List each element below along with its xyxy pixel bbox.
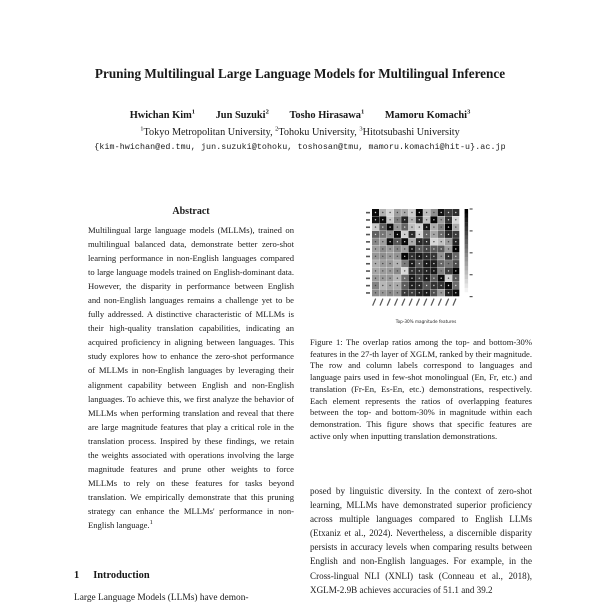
heatmap-row-label <box>366 226 370 228</box>
heatmap-cell-value <box>375 226 376 227</box>
heatmap-cell-value <box>441 292 442 293</box>
heatmap-cell-value <box>419 219 420 220</box>
heatmap-cell-value <box>455 285 456 286</box>
heatmap-cell-value <box>382 270 383 271</box>
heatmap-cell-value <box>382 234 383 235</box>
abstract-heading: Abstract <box>172 206 210 217</box>
heatmap-cell-value <box>426 234 427 235</box>
colorbar-segment <box>465 244 469 249</box>
affiliation-list: $^1$Tokyo Metropolitan University, $^2$Tohoku University, $^3$Hitotsubashi University <box>140 125 460 138</box>
heatmap-cell-value <box>441 212 442 213</box>
heatmap-cell-value <box>404 285 405 286</box>
colorbar-segment <box>465 257 469 262</box>
heatmap-cell-value <box>389 234 390 235</box>
colorbar-segment <box>465 222 469 227</box>
heatmap-cell-value <box>411 285 412 286</box>
heatmap-cell-value <box>375 256 376 257</box>
heatmap-cell-value <box>419 292 420 293</box>
author-emails: {kim-hwichan@ed.tmu, jun.suzuki@tohoku, toshosan@tmu, mamoru.komachi@hit-u}.ac.jp <box>94 143 506 152</box>
heatmap-cell-value <box>419 212 420 213</box>
heatmap-cell-value <box>448 234 449 235</box>
colorbar-segment <box>465 270 469 275</box>
colorbar-segment <box>465 213 469 218</box>
abstract-body <box>88 223 294 532</box>
heatmap-cell-value <box>397 226 398 227</box>
heatmap-cell-value <box>389 219 390 220</box>
heatmap-cell-value <box>404 278 405 279</box>
heatmap-cell-value <box>426 219 427 220</box>
heatmap-cell-value <box>397 285 398 286</box>
heatmap-cell-value <box>382 278 383 279</box>
heatmap-row-label <box>366 241 370 243</box>
heatmap-cell-value <box>411 270 412 271</box>
heatmap-cell-value <box>455 278 456 279</box>
heatmap-cell-value <box>433 285 434 286</box>
heatmap-cell-value <box>426 226 427 227</box>
colorbar-segment <box>465 240 469 245</box>
colorbar-segment <box>465 231 469 236</box>
heatmap-cell-value <box>448 285 449 286</box>
heatmap-cell-value <box>448 219 449 220</box>
heatmap-cell-value <box>455 270 456 271</box>
heatmap-cell-value <box>389 270 390 271</box>
heatmap-cell-value <box>389 256 390 257</box>
heatmap-cell-value <box>375 263 376 264</box>
heatmap-cell-value <box>441 234 442 235</box>
heatmap-cell-value <box>419 226 420 227</box>
heatmap-cell-value <box>455 212 456 213</box>
heatmap-cell-value <box>455 292 456 293</box>
heatmap-cell-value <box>389 278 390 279</box>
heatmap-cell-value <box>419 278 420 279</box>
heatmap-cell-value <box>441 278 442 279</box>
heatmap-cell-value <box>455 226 456 227</box>
heatmap-cell-value <box>375 278 376 279</box>
colorbar-segment <box>465 292 469 297</box>
heatmap-cell-value <box>448 212 449 213</box>
heatmap-cell-value <box>448 241 449 242</box>
heatmap-cell-value <box>375 270 376 271</box>
figure-heatmap <box>348 206 508 326</box>
author-name: Tosho Hirasawa$^1$ <box>289 108 365 121</box>
heatmap-cell-value <box>433 278 434 279</box>
heatmap-cell-value <box>375 241 376 242</box>
heatmap-cell-value <box>404 270 405 271</box>
heatmap-cell-value <box>455 241 456 242</box>
heatmap-cell-value <box>397 270 398 271</box>
heatmap-cell-value <box>397 292 398 293</box>
heatmap-cell-value <box>455 234 456 235</box>
heatmap-cell-value <box>426 263 427 264</box>
heatmap-x-axis-title: Top-30% magnitude features <box>395 319 457 324</box>
heatmap-cell-value <box>448 278 449 279</box>
heatmap-cell-value <box>426 212 427 213</box>
heatmap-cell-value <box>397 248 398 249</box>
heatmap-cell-value <box>426 292 427 293</box>
heatmap-cell-value <box>411 248 412 249</box>
heatmap-cell-value <box>433 263 434 264</box>
heatmap-cell-value <box>404 263 405 264</box>
heatmap-cell-value <box>404 234 405 235</box>
heatmap-cell-value <box>389 248 390 249</box>
heatmap-cell-value <box>448 226 449 227</box>
heatmap-row-label <box>366 248 370 250</box>
heatmap-row-label <box>366 263 370 265</box>
colorbar-segment <box>465 235 469 240</box>
heatmap-cell-value <box>382 226 383 227</box>
heatmap-cell-value <box>375 212 376 213</box>
heatmap-cell-value <box>441 219 442 220</box>
colorbar-tick <box>470 208 473 209</box>
heatmap-cell-value <box>411 212 412 213</box>
heatmap-cell-value <box>426 248 427 249</box>
heatmap-cell-value <box>397 256 398 257</box>
heatmap-cell-value <box>411 241 412 242</box>
heatmap-cell-value <box>397 212 398 213</box>
heatmap-cell-value <box>404 248 405 249</box>
heatmap-cell-value <box>419 263 420 264</box>
heatmap-cell-value <box>426 278 427 279</box>
heatmap-cell-value <box>433 212 434 213</box>
author-list <box>0 110 600 121</box>
heatmap-cell-value <box>404 212 405 213</box>
heatmap-row-label <box>366 256 370 258</box>
heatmap-cell-value <box>426 241 427 242</box>
heatmap-cell-value <box>397 263 398 264</box>
heatmap-cell-value <box>382 219 383 220</box>
heatmap-cell-value <box>441 285 442 286</box>
heatmap-row-label <box>366 292 370 294</box>
heatmap-cell-value <box>455 248 456 249</box>
heatmap-cell-value <box>404 241 405 242</box>
heatmap-cell-value <box>397 278 398 279</box>
heatmap-cell-value <box>433 219 434 220</box>
heatmap-cell-value <box>426 285 427 286</box>
heatmap-cell-value <box>455 256 456 257</box>
heatmap-cell-value <box>455 263 456 264</box>
heatmap-cell-value <box>419 241 420 242</box>
footnote-mark: 1 <box>149 519 153 527</box>
heatmap-cell-value <box>382 212 383 213</box>
heatmap-cell-value <box>419 256 420 257</box>
heatmap-cell-value <box>448 256 449 257</box>
colorbar-tick <box>470 252 473 253</box>
heatmap-cell-value <box>375 219 376 220</box>
heatmap-cell-value <box>448 263 449 264</box>
heatmap-cell-value <box>433 241 434 242</box>
heatmap-cell-value <box>426 270 427 271</box>
heatmap-cell-value <box>411 234 412 235</box>
heatmap-cell-value <box>419 285 420 286</box>
heatmap-cell-value <box>389 263 390 264</box>
heatmap-cell-value <box>441 226 442 227</box>
heatmap-cell-value <box>382 292 383 293</box>
heatmap-cell-value <box>404 292 405 293</box>
colorbar-segment <box>465 288 469 293</box>
heatmap-cell-value <box>382 263 383 264</box>
colorbar-segment <box>465 227 469 232</box>
heatmap-cell-value <box>433 292 434 293</box>
author-name: Mamoru Komachi$^3$ <box>384 108 471 121</box>
author-name: Hwichan Kim$^1$ <box>129 108 195 121</box>
body-text-right: posed by linguistic diversity. In the context of zero-shot learning, MLLMs have demonstrated superior proficiency across multiple languages compared to English LLMs (Etxaniz et al., 2024). Nevertheless, a discernible disparity persists in accuracy levels when comparing results between English and non-English languages. For example, in the Cross-lingual NLI (XNLI) task (Conneau et al., 2018), XGLM-2.9B achieves accuracies of 51.1 and 39.2 <box>310 486 532 595</box>
colorbar-tick <box>470 230 473 231</box>
heatmap-row-label <box>366 278 370 280</box>
heatmap-cell-value <box>426 256 427 257</box>
heatmap-cell-value <box>404 256 405 257</box>
heatmap-cell-value <box>455 219 456 220</box>
heatmap-cell-value <box>389 241 390 242</box>
abstract-text: Multilingual large language models (MLLMs), trained on multilingual balanced data, demonstrate better zero-shot learning performance in non-English languages compared to large language models trained on English-dominant data. However, the disparity in performance between English and non-English languages remains a challenge yet to be fully addressed. A distinctive characteristic of MLLMs is their high-quality translation capabilities, indicating an acquired proficiency in aligning between languages. This study explores how to enhance the zero-shot performance of MLLMs in non-English languages by leveraging their alignment capability between English and non-English languages. To achieve this, we first analyze the behavior of MLLMs when performing translation and reveal that there are large magnitude features that play a critical role in the translation process. Inspired by these findings, we retain the weights associated with operations involving the large magnitude features and prune other weights to force MLLMs to rely on these features for tasks beyond translation. We empirically demonstrate that this pruning strategy can enhance the MLLMs' performance in non-English language. <box>88 225 294 530</box>
paper-title: Pruning Multilingual Large Language Models for Multilingual Inference <box>94 66 506 81</box>
colorbar-tick <box>470 296 473 297</box>
section-heading: 1 Introduction <box>74 570 150 581</box>
heatmap-cell-value <box>382 241 383 242</box>
colorbar-segment <box>465 218 469 223</box>
heatmap-cell-value <box>448 292 449 293</box>
heatmap-cell-value <box>375 234 376 235</box>
heatmap-cell-value <box>411 292 412 293</box>
heatmap-cell-value <box>448 270 449 271</box>
colorbar-tick <box>470 274 473 275</box>
heatmap-cell-value <box>448 248 449 249</box>
colorbar-segment <box>465 262 469 267</box>
heatmap-row-label <box>366 219 370 221</box>
heatmap-row-label <box>366 285 370 287</box>
heatmap-cell-value <box>397 234 398 235</box>
heatmap-cell-value <box>389 212 390 213</box>
heatmap-cell-value <box>433 270 434 271</box>
colorbar-segment <box>465 248 469 253</box>
colorbar-segment <box>465 283 469 288</box>
heatmap-cell-value <box>433 248 434 249</box>
colorbar-segment <box>465 279 469 284</box>
colorbar-segment <box>465 275 469 280</box>
author-name: Jun Suzuki$^2$ <box>215 108 269 121</box>
heatmap-cell-value <box>411 263 412 264</box>
heatmap-cell-value <box>419 248 420 249</box>
heatmap-cell-value <box>389 226 390 227</box>
heatmap-cell-value <box>397 241 398 242</box>
heatmap-cell-value <box>389 285 390 286</box>
figure-caption: Figure 1: The overlap ratios among the top- and bottom-30% features in the 27-th layer of XGLM, ranked by their magnitude. The row and column labels correspond to languages and language pairs used in few-shot monolingual (En, Fr, etc.) and translation (Fr-En, Es-En, etc.) demonstrations, respectively. Each element represents the ratios of overlapping features between the top- and bottom-30% in magnitude within each demonstration. This figure shows that specific features are active only when inputting translation demonstrations. <box>310 337 532 441</box>
colorbar-segment <box>465 253 469 258</box>
heatmap-cell-value <box>419 234 420 235</box>
heatmap-cell-value <box>404 219 405 220</box>
heatmap-row-label <box>366 270 370 272</box>
heatmap-cell-value <box>389 292 390 293</box>
heatmap-cell-value <box>411 278 412 279</box>
heatmap-cell-value <box>375 285 376 286</box>
heatmap-cell-value <box>404 226 405 227</box>
heatmap-cell-value <box>382 256 383 257</box>
heatmap-cell-value <box>441 263 442 264</box>
heatmap-cell-value <box>441 256 442 257</box>
heatmap-row-label <box>366 234 370 236</box>
heatmap-cell-value <box>411 256 412 257</box>
heatmap-cell-value <box>419 270 420 271</box>
heatmap-cell-value <box>382 248 383 249</box>
heatmap-row-label <box>366 212 370 214</box>
heatmap-cell-value <box>441 248 442 249</box>
heatmap-cell-value <box>375 248 376 249</box>
section-first-line: Large Language Models (LLMs) have demon- <box>74 593 249 603</box>
colorbar-segment <box>465 266 469 271</box>
heatmap-cell-value <box>433 234 434 235</box>
heatmap-cell-value <box>411 219 412 220</box>
heatmap-cell-value <box>375 292 376 293</box>
heatmap-cell-value <box>397 219 398 220</box>
heatmap-cell-value <box>382 285 383 286</box>
colorbar-segment <box>465 209 469 214</box>
heatmap-cell-value <box>433 226 434 227</box>
heatmap-cell-value <box>441 270 442 271</box>
heatmap-cell-value <box>441 241 442 242</box>
heatmap-cell-value <box>433 256 434 257</box>
heatmap-cell-value <box>411 226 412 227</box>
